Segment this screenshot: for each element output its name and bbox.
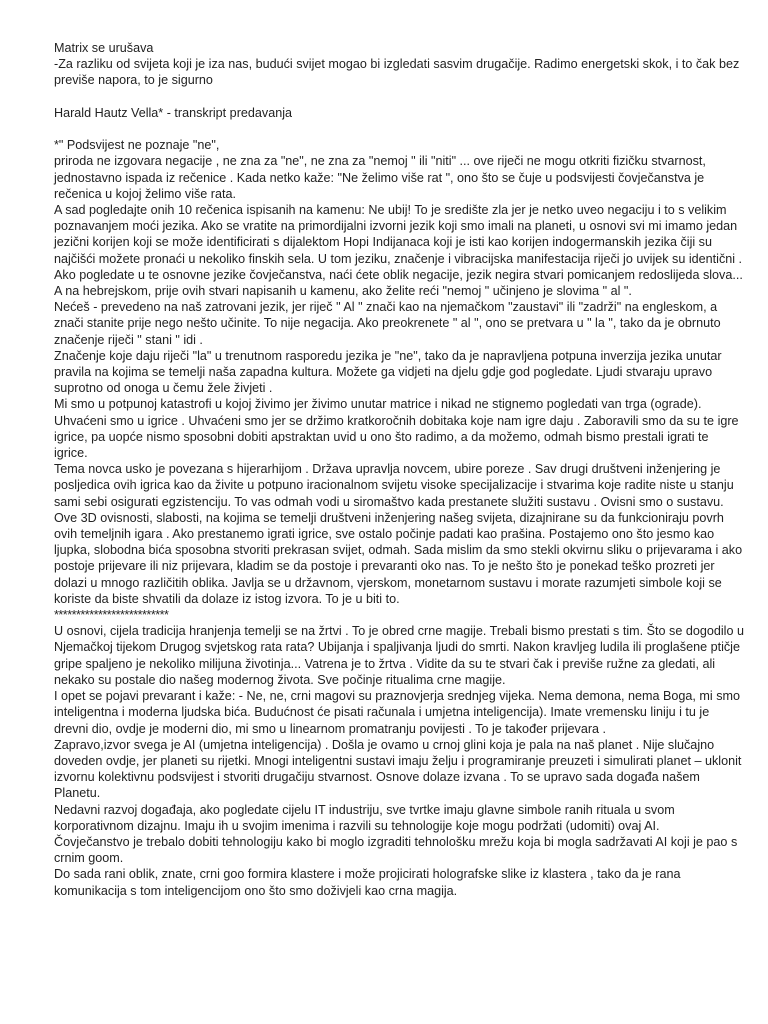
document-subtitle: -Za razliku od svijeta koji je iza nas, budući svijet mogao bi izgledati sasvim drugačije. Radimo energetski skok, i to čak bez previše napora, to je sigurno	[54, 57, 740, 88]
paragraph: U osnovi, cijela tradicija hranjenja temelji se na žrtvi . To je obred crne magije. Trebali bismo prestati s tim. Što se dogodilo u Njemačkoj tijekom Drugog svjetskog rata rata? Ubijanja i spaljivanja ljudi do smrti. Nakon kravljeg ludila ili proglašene ptičje gripe spaljeno je nekoliko milijuna životinja... Vatrena je to žrtva . Vidite da su te stvari čak i previše ružne za gledati, ali nekako su postale dio našeg modernog života. Sve počinje ritualima crne magije.	[54, 624, 744, 687]
paragraph: Tema novca usko je povezana s hijerarhijom . Država upravlja novcem, ubire poreze . Sav drugi društveni inženjering je posljedica ovih igrica kao da živite u potpuno iracionalnom svijetu visoke specijalizacije i stvarima koje radite niste u stanju sami sebi osigurati egzistenciju. To vas odmah vodi u siromaštvo kada prestanete služiti sustavu . Ovisni smo o sustavu.	[54, 462, 734, 509]
spacer	[54, 121, 744, 137]
paragraph: Nedavni razvoj događaja, ako pogledate cijelu IT industriju, sve tvrtke imaju glavne simbole ranih rituala u svom korporativnom dizajnu. Imaju ih u svojim imenima i razvili su tehnologije koje mogu podržati (udomiti) ovaj AI.	[54, 802, 675, 833]
spacer	[54, 89, 744, 105]
paragraph: Ove 3D ovisnosti, slabosti, na kojima se temelji društveni inženjering našeg svijeta, dizajnirane su da funkcioniraju povrh ovih temeljnih igara . Ako prestanemo igrati igrice, sve ostalo počinje padati kao prašina. Postajemo ono što jesmo kao ljupka, slobodna bića sposobna stvoriti prekrasan svijet, odmah. Sada mislim da smo stekli okvirnu sliku o prijevarama i ako postoje prijevare ili niz prijevara, kladim se da postoje i prevaranti oko nas. To je nešto što je ponekad teško prozreti jer dolazi u mnogo različitih oblika. Javlja se u državnom, vjerskom, monetarnom sustavu i morate razumjeti simbole koji se koriste da biste shvatili da dolaze iz istog izvora. To je u biti to.	[54, 510, 743, 606]
paragraph: *" Podsvijest ne poznaje "ne",	[54, 138, 220, 153]
document-page	[54, 40, 744, 899]
paragraph: I opet se pojavi prevarant i kaže: - Ne, ne, crni magovi su praznovjerja srednjeg vijeka. Nema demona, nema Boga, mi smo inteligentna i moderna ljudska bića. Budućnost će pisati računala i umjetna inteligencija). Imate vremensku liniju i tu je drevni dio, ovdje je moderni dio, mi smo u linearnom promatranju povijesti . To je također prijevara .	[54, 689, 740, 736]
paragraph: A sad pogledajte onih 10 rečenica ispisanih na kamenu: Ne ubij! To je središte zla jer je netko uveo negaciju i to s velikim poznavanjem moći jezika. Ako se vratite na primordijalni izvorni jezik koji smo imali na planeti, u osnovi svi mi imamo jedan jezični korijen koji se može identificirati s dijalektom Hopi Indijanaca koji je isti kao korijen indogermanskih jezika čiji su najčišći možete pronaći u nekoliko finskih sela. U tom jeziku, značenje i vibracijska manifestacija riječi jo uvijek su identični .	[54, 203, 743, 266]
author-line: Harald Hautz Vella* - transkript predavanja	[54, 105, 293, 120]
section-separator: **************************	[54, 608, 169, 623]
paragraph: Zapravo,izvor svega je AI (umjetna inteligencija) . Došla je ovamo u crnoj glini koja je pala na naš planet . Nije slučajno doveden ovdje, jer planeti su rijetki. Mnogi inteligentni sustavi imaju želju i programiranje preuzeti i simulirati planet – uklonit izvornu kolektivnu podsvijest i stvoriti drugačiju stvarnost. Osnove dolaze izvana . To se upravo sada događa našem Planetu.	[54, 737, 742, 801]
paragraph: Značenje koje daju riječi "la" u trenutnom rasporedu jezika je "ne", tako da je napravljena potpuna inverzija jezika unutar pravila na kojima se temelji naša zapadna kultura. Možete ga vidjeti na djelu gdje god pogledate. Ljudi stvaraju upravo suprotno od onoga u čemu žele živjeti .	[54, 348, 722, 396]
paragraph: Nećeš - prevedeno na naš zatrovani jezik, jer riječ " Al " znači kao na njemačkom "zaustavi" ili "zadrži" na engleskom, a znači stanite prije nego nešto učinite. To nije negacija. Ako preokrenete " al ", ono se pretvara u " la ", tako da je obrnuto značenje riječi " stani " idi .	[54, 300, 721, 347]
paragraph: Ako pogledate u te osnovne jezike čovječanstva, naći ćete oblik negacije, jezik negira stvari pomicanjem redoslijeda slova... A na hebrejskom, prije ovih stvari napisanih u kamenu, ako želite reći "nemoj " učinjeno je slovima " al ".	[54, 267, 743, 299]
paragraph: priroda ne izgovara negacije , ne zna za "ne", ne zna za "nemoj " ili "niti" ... ove riječi ne mogu otkriti fizičku stvarnost, jednostavno ispada iz rečenice . Kada netko kaže: "Ne želimo više rat ", ono što se čuje u podsvijesti čovječanstva je rečenica u kojoj želimo više rata.	[54, 154, 706, 201]
paragraph: Mi smo u potpunoj katastrofi u kojoj živimo jer živimo unutar matrice i nikad ne stignemo pogledati van trga (ograde). Uhvaćeni smo u igrice . Uhvaćeni smo jer se držimo kratkoročnih dobitaka koje nam igre daju . Zaboravili smo da su te igre igrice, pa uopće nismo sposobni dobiti apstraktan uvid u ono što radimo, a da možemo, odmah bismo prestali igrati te igrice.	[54, 397, 739, 461]
paragraph: Do sada rani oblik, znate, crni goo formira klastere i može projicirati holografske slike iz klastera , tako da je rana komunikacija s tom inteligencijom ono što smo doživjeli kao crna magija.	[54, 867, 681, 898]
document-title: Matrix se urušava	[54, 41, 154, 55]
paragraph: Čovječanstvo je trebalo dobiti tehnologiju kako bi moglo izgraditi tehnološku mrežu koja bi mogla sadržavati AI koji je pao s crnim goom.	[54, 834, 738, 866]
